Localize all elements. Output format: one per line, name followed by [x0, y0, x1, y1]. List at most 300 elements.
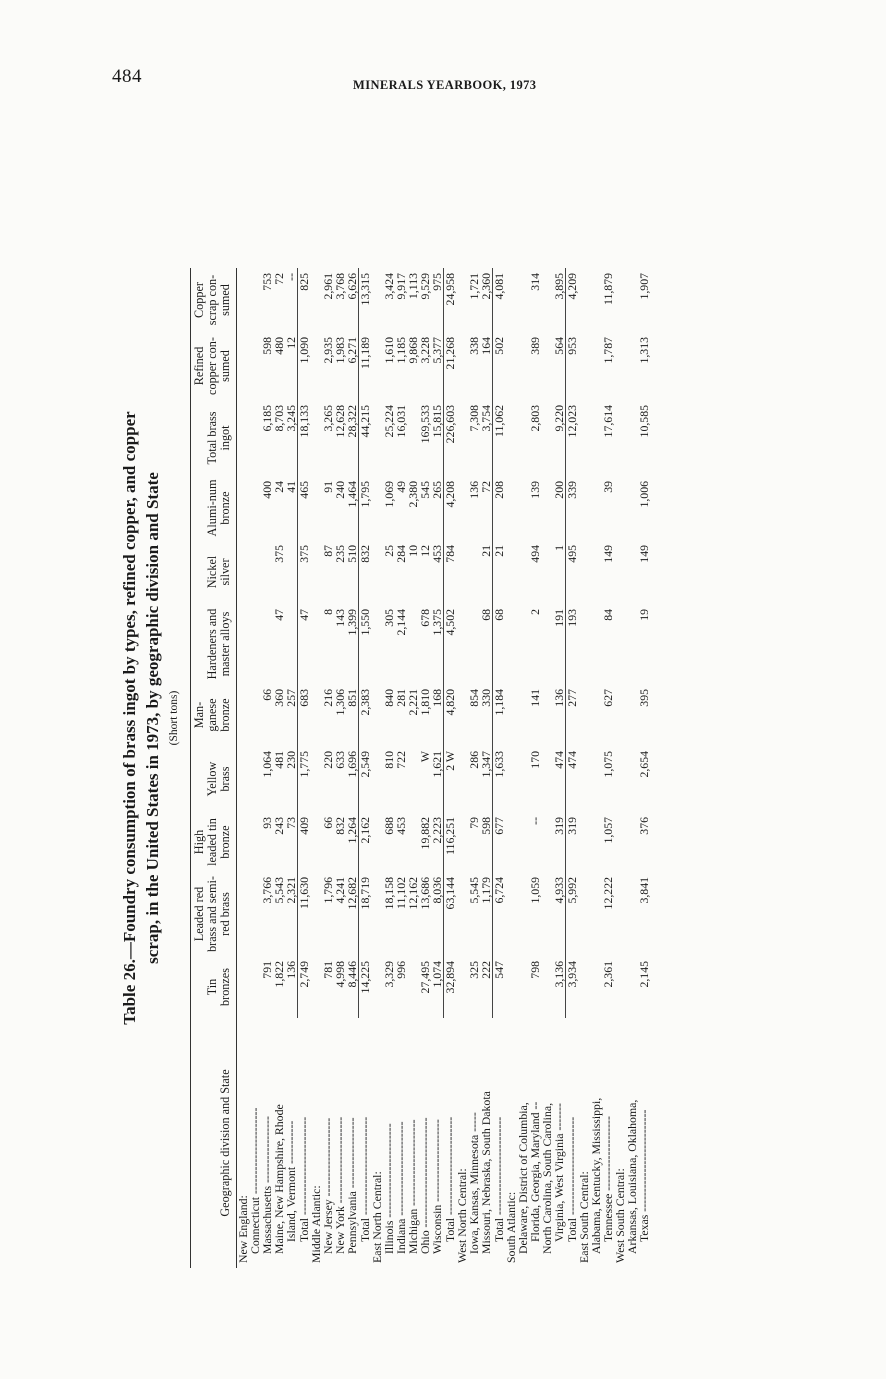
- cell-value: 677: [493, 812, 506, 872]
- cell-value: 66: [260, 689, 274, 701]
- cell-value: 2,380: [406, 481, 420, 508]
- cell-value: 3,841: [637, 877, 651, 904]
- cell-value: 1,795: [359, 476, 372, 540]
- cell-value: 13,315: [359, 268, 372, 332]
- cell-value: [578, 476, 590, 540]
- cell-value: 545: [418, 481, 432, 499]
- table-title-line-1: Table 26.—Foundry consumption of brass ingot by types, refined copper, and copper: [120, 411, 139, 1025]
- table-total-row: [493, 268, 506, 1268]
- cell-value: [237, 400, 250, 476]
- cell-value: 840: [382, 689, 396, 707]
- cell-value: [578, 684, 590, 746]
- cell-value: 375: [272, 545, 286, 563]
- row-label: West North Central:: [455, 1168, 469, 1263]
- cell-value: 1,064: [260, 751, 274, 778]
- cell-value: [614, 956, 626, 1018]
- col-header-nickel-silver: Nickel silver: [191, 540, 237, 604]
- running-head: MINERALS YEARBOOK, 1973: [353, 78, 537, 92]
- cell-value: 1,074: [430, 961, 444, 988]
- cell-value: 41: [284, 481, 298, 493]
- cell-value: 139: [528, 481, 542, 499]
- cell-value: 953: [566, 332, 579, 400]
- cell-value: 832: [333, 817, 347, 835]
- cell-value: [614, 746, 626, 812]
- page-number: 484: [112, 66, 142, 87]
- cell-value: 1,347: [479, 751, 493, 778]
- cell-value: 143: [333, 609, 347, 627]
- table-title-line-2: scrap, in the United States in 1973, by geographic division and State: [143, 472, 162, 964]
- cell-value: 2,961: [321, 273, 335, 300]
- col-header-yellow-brass: Yellow brass: [191, 746, 237, 812]
- cell-value: 2,221: [406, 689, 420, 716]
- table-row: [553, 268, 566, 1268]
- row-label: East South Central:: [577, 1171, 591, 1263]
- cell-value: 168: [430, 689, 444, 707]
- table-subtitle: (Short tons): [168, 690, 180, 746]
- row-label: Total -------------------------: [357, 1116, 372, 1242]
- cell-value: 27,495: [418, 961, 432, 994]
- cell-value: 93: [260, 817, 274, 829]
- cell-value: [505, 956, 517, 1018]
- cell-value: 1,179: [479, 877, 493, 904]
- row-label: Michigan ----------------------: [406, 1119, 420, 1254]
- cell-value: 9,917: [394, 273, 408, 300]
- cell-value: 1,775: [298, 746, 311, 812]
- cell-value: 3,895: [552, 273, 566, 300]
- cell-value: 11,062: [493, 400, 506, 476]
- cell-value: 47: [272, 609, 286, 621]
- cell-value: 781: [321, 961, 335, 979]
- cell-value: 87: [321, 545, 335, 557]
- cell-value: [614, 604, 626, 684]
- cell-value: 1,907: [637, 273, 651, 300]
- cell-value: 49: [394, 481, 408, 493]
- cell-value: 339: [566, 476, 579, 540]
- cell-value: 791: [260, 961, 274, 979]
- cell-value: 465: [298, 476, 311, 540]
- cell-value: 9,220: [552, 405, 566, 432]
- cell-value: 2,144: [394, 609, 408, 636]
- cell-value: [517, 604, 529, 684]
- cell-value: 136: [284, 961, 298, 979]
- cell-value: W: [418, 751, 432, 763]
- cell-value: [237, 476, 250, 540]
- col-header-total-brass-ingot: Total brass ingot: [191, 400, 237, 476]
- cell-value: 305: [382, 609, 396, 627]
- cell-value: 4,209: [566, 268, 579, 332]
- cell-value: 1,399: [345, 609, 359, 636]
- cell-value: 72: [479, 481, 493, 493]
- cell-value: 11,102: [394, 877, 408, 910]
- cell-value: 633: [333, 751, 347, 769]
- cell-value: 284: [394, 545, 408, 563]
- col-header-refined-copper: Refined copper con-sumed: [191, 332, 237, 400]
- cell-value: 1,075: [601, 751, 615, 778]
- cell-value: [505, 684, 517, 746]
- cell-value: [237, 604, 250, 684]
- cell-value: 330: [479, 689, 493, 707]
- cell-value: [505, 332, 517, 400]
- cell-value: 116,251: [444, 812, 457, 872]
- cell-value: 975: [430, 273, 444, 291]
- cell-value: [237, 872, 250, 956]
- cell-value: 5,377: [430, 337, 444, 364]
- cell-value: [249, 540, 261, 604]
- cell-value: 240: [333, 481, 347, 499]
- row-label: Wisconsin ---------------------: [430, 1119, 445, 1254]
- row-label: Ohio ----------------------------: [418, 1117, 432, 1254]
- cell-value: 68: [493, 604, 506, 684]
- cell-value: 4,241: [333, 877, 347, 904]
- row-label: South Atlantic:: [504, 1191, 518, 1263]
- cell-value: 810: [382, 751, 396, 769]
- cell-value: [310, 604, 322, 684]
- row-label: Indiana ------------------------: [394, 1121, 408, 1254]
- cell-value: [237, 268, 250, 332]
- col-header-high-leaded-tin-bronze: High leaded tin bronze: [191, 812, 237, 872]
- cell-value: 688: [382, 817, 396, 835]
- cell-value: [505, 540, 517, 604]
- cell-value: 1,185: [394, 337, 408, 364]
- cell-value: 2,803: [528, 405, 542, 432]
- cell-value: 277: [566, 684, 579, 746]
- cell-value: 1,696: [345, 751, 359, 778]
- cell-value: 10: [406, 545, 420, 557]
- row-label: Delaware, District of Columbia,: [516, 1102, 530, 1254]
- cell-value: 854: [467, 689, 481, 707]
- cell-value: 16,031: [394, 405, 408, 438]
- cell-value: 314: [528, 273, 542, 291]
- cell-value: 2,549: [359, 746, 372, 812]
- cell-value: 1,822: [272, 961, 286, 988]
- cell-value: 1,464: [345, 481, 359, 508]
- row-label: New Jersey --------------------: [321, 1117, 335, 1254]
- cell-value: 722: [394, 751, 408, 769]
- table-row: [602, 268, 614, 1268]
- cell-value: 12,222: [601, 877, 615, 910]
- cell-value: 21: [479, 545, 493, 557]
- cell-value: [614, 540, 626, 604]
- cell-value: 24: [272, 481, 286, 493]
- cell-value: 1,633: [493, 746, 506, 812]
- cell-value: [578, 746, 590, 812]
- cell-value: 7,308: [467, 405, 481, 432]
- cell-value: 164: [479, 337, 493, 355]
- cell-value: 12,023: [566, 400, 579, 476]
- cell-value: [237, 746, 250, 812]
- row-label: North Carolina, South Carolina,: [540, 1102, 554, 1254]
- cell-value: 2: [528, 609, 542, 615]
- cell-value: 66: [321, 817, 335, 829]
- cell-value: 798: [528, 961, 542, 979]
- cell-value: 510: [345, 545, 359, 563]
- cell-value: 2,321: [284, 877, 298, 904]
- cell-value: 564: [552, 337, 566, 355]
- table-total-row: [444, 268, 457, 1268]
- row-label: New York ----------------------: [333, 1116, 347, 1254]
- cell-value: 68: [479, 609, 493, 621]
- cell-value: [505, 812, 517, 872]
- cell-value: 9,529: [418, 273, 432, 300]
- row-label: Texas --------------------------: [637, 1109, 651, 1242]
- cell-value: [237, 956, 250, 1018]
- cell-value: 400: [260, 481, 274, 499]
- cell-value: 4,208: [444, 476, 457, 540]
- cell-value: [614, 684, 626, 746]
- cell-value: [249, 604, 261, 684]
- cell-value: 5,543: [272, 877, 286, 904]
- cell-value: 11,630: [298, 872, 311, 956]
- cell-value: 4,998: [333, 961, 347, 988]
- cell-value: 1,610: [382, 337, 396, 364]
- cell-value: 12,162: [406, 877, 420, 910]
- cell-value: [505, 268, 517, 332]
- cell-value: 495: [566, 540, 579, 604]
- cell-value: 230: [284, 751, 298, 769]
- cell-value: 825: [298, 268, 311, 332]
- row-label: Maine, New Hampshire, Rhode: [272, 1104, 286, 1254]
- cell-value: 1,796: [321, 877, 335, 904]
- cell-value: [578, 812, 590, 872]
- cell-value: 4,081: [493, 268, 506, 332]
- cell-value: 169,533: [418, 405, 432, 444]
- cell-value: 84: [601, 609, 615, 621]
- cell-value: 832: [359, 540, 372, 604]
- cell-value: 784: [444, 540, 457, 604]
- cell-value: 474: [566, 746, 579, 812]
- cell-value: [578, 540, 590, 604]
- cell-value: 149: [637, 545, 651, 563]
- cell-value: 208: [493, 476, 506, 540]
- cell-value: --: [528, 817, 542, 825]
- cell-value: 376: [637, 817, 651, 835]
- table-total-row: [359, 268, 372, 1268]
- cell-value: 1,059: [528, 877, 542, 904]
- cell-value: 4,933: [552, 877, 566, 904]
- cell-value: 1,306: [333, 689, 347, 716]
- cell-value: 1,184: [493, 684, 506, 746]
- row-label: Florida, Georgia, Maryland --: [528, 1101, 542, 1242]
- cell-value: 136: [467, 481, 481, 499]
- cell-value: 220: [321, 751, 335, 769]
- col-header-hardeners: Hardeners and master alloys: [191, 604, 237, 684]
- cell-value: 6,724: [493, 872, 506, 956]
- row-label: East North Central:: [370, 1171, 384, 1263]
- table-body: [237, 268, 651, 1268]
- cell-value: 193: [566, 604, 579, 684]
- cell-value: 13,686: [418, 877, 432, 910]
- row-label: Pennsylvania ------------------: [345, 1117, 360, 1254]
- cell-value: 12,682: [345, 877, 359, 910]
- row-label: Island, Vermont -----------: [284, 1120, 299, 1242]
- cell-value: 8: [321, 609, 335, 615]
- cell-value: 1,721: [467, 273, 481, 300]
- cell-value: 281: [394, 689, 408, 707]
- cell-value: 6,626: [345, 273, 359, 300]
- cell-value: 2,223: [430, 817, 444, 844]
- cell-value: 3,766: [260, 877, 274, 904]
- cell-value: 141: [528, 689, 542, 707]
- cell-value: 286: [467, 751, 481, 769]
- cell-value: 480: [272, 337, 286, 355]
- cell-value: 63,144: [444, 872, 457, 956]
- brass-consumption-table: [190, 268, 650, 1268]
- cell-value: 2,654: [637, 751, 651, 778]
- cell-value: 15,815: [430, 405, 444, 438]
- cell-value: 14,225: [359, 956, 372, 1018]
- cell-value: 191: [552, 609, 566, 627]
- cell-value: 265: [430, 481, 444, 499]
- cell-value: 226,603: [444, 400, 457, 476]
- cell-value: 1,057: [601, 817, 615, 844]
- cell-value: 1,810: [418, 689, 432, 716]
- cell-value: 409: [298, 812, 311, 872]
- cell-value: 389: [528, 337, 542, 355]
- col-header-leaded-red-brass: Leaded red brass and semi-red brass: [191, 872, 237, 956]
- cell-value: 18,719: [359, 872, 372, 956]
- cell-value: [578, 872, 590, 956]
- row-label: Total -------------------------: [491, 1116, 506, 1242]
- cell-value: [505, 872, 517, 956]
- row-label: Tennessee -------------------: [601, 1116, 615, 1242]
- col-header-tin-bronzes: Tin bronzes: [191, 956, 237, 1018]
- cell-value: 21: [493, 540, 506, 604]
- cell-value: 21,268: [444, 332, 457, 400]
- cell-value: 8,036: [430, 877, 444, 904]
- cell-value: [614, 872, 626, 956]
- cell-value: 72: [272, 273, 286, 285]
- cell-value: 4,820: [444, 684, 457, 746]
- cell-value: 851: [345, 689, 359, 707]
- cell-value: 627: [601, 689, 615, 707]
- cell-value: 395: [637, 689, 651, 707]
- row-label: Alabama, Kentucky, Mississippi,: [589, 1097, 603, 1254]
- rotated-table-block: [110, 128, 760, 1308]
- row-label: Arkansas, Louisiana, Oklahoma,: [625, 1099, 639, 1254]
- row-label: Connecticut ----------------------: [248, 1107, 262, 1254]
- cell-value: 2,360: [479, 273, 493, 300]
- cell-value: 1,983: [333, 337, 347, 364]
- cell-value: 1,006: [637, 481, 651, 508]
- table-title: [118, 168, 164, 1268]
- table-row: [638, 268, 650, 1268]
- cell-value: 216: [321, 689, 335, 707]
- cell-value: 3,136: [552, 961, 566, 988]
- cell-value: 18,158: [382, 877, 396, 910]
- cell-value: 8,446: [345, 961, 359, 988]
- cell-value: 1,090: [298, 332, 311, 400]
- cell-value: 3,768: [333, 273, 347, 300]
- cell-value: 2,162: [359, 812, 372, 872]
- cell-value: 10,585: [637, 405, 651, 438]
- cell-value: [285, 540, 298, 604]
- cell-value: 19: [637, 609, 651, 621]
- cell-value: [578, 268, 590, 332]
- cell-value: 25,224: [382, 405, 396, 438]
- cell-value: [237, 684, 250, 746]
- cell-value: 1,264: [345, 817, 359, 844]
- cell-value: 2,749: [298, 956, 311, 1018]
- cell-value: 79: [467, 817, 481, 829]
- cell-value: 17,614: [601, 405, 615, 438]
- cell-value: 1,375: [430, 609, 444, 636]
- cell-value: [285, 604, 298, 684]
- table-total-row: [298, 268, 311, 1268]
- table-row: [346, 268, 359, 1268]
- cell-value: 170: [528, 751, 542, 769]
- cell-value: 9,868: [406, 337, 420, 364]
- cell-value: [578, 332, 590, 400]
- col-header-geographic-division: Geographic division and State: [191, 1018, 237, 1268]
- cell-value: 6,271: [345, 337, 359, 364]
- cell-value: 6,185: [260, 405, 274, 432]
- cell-value: [237, 332, 250, 400]
- cell-value: 1,113: [406, 273, 420, 300]
- cell-value: [614, 332, 626, 400]
- cell-value: 47: [298, 604, 311, 684]
- row-label: Missouri, Nebraska, South Dakota: [479, 1091, 494, 1254]
- cell-value: 44,215: [359, 400, 372, 476]
- cell-value: 1,313: [637, 337, 651, 364]
- cell-value: 25: [382, 545, 396, 557]
- cell-value: 32,894: [444, 956, 457, 1018]
- cell-value: 136: [552, 689, 566, 707]
- cell-value: 12: [284, 337, 298, 349]
- table-row: [395, 268, 407, 1268]
- cell-value: [578, 604, 590, 684]
- cell-value: 547: [493, 956, 506, 1018]
- cell-value: 200: [552, 481, 566, 499]
- row-label: Total -------------------------: [296, 1116, 311, 1242]
- cell-value: 19,882: [418, 817, 432, 850]
- cell-value: [456, 540, 468, 604]
- cell-value: [505, 746, 517, 812]
- cell-value: 598: [260, 337, 274, 355]
- cell-value: [505, 400, 517, 476]
- cell-value: 2,361: [601, 961, 615, 988]
- cell-value: 12,628: [333, 405, 347, 438]
- cell-value: 3,329: [382, 961, 396, 988]
- cell-value: 91: [321, 481, 335, 493]
- row-label: New England:: [236, 1195, 250, 1263]
- cell-value: 481: [272, 751, 286, 769]
- cell-value: [505, 476, 517, 540]
- row-label: Virginia, West Virginia -------: [552, 1103, 567, 1242]
- cell-value: 753: [260, 273, 274, 291]
- cell-value: 375: [298, 540, 311, 604]
- cell-value: 1: [552, 545, 566, 551]
- cell-value: [614, 476, 626, 540]
- cell-value: 1,550: [359, 604, 372, 684]
- row-label: West South Central:: [613, 1168, 627, 1263]
- cell-value: 338: [467, 337, 481, 355]
- cell-value: 319: [566, 812, 579, 872]
- cell-value: 18,133: [298, 400, 311, 476]
- cell-value: [578, 400, 590, 476]
- cell-value: 5,545: [467, 877, 481, 904]
- cell-value: 3,754: [479, 405, 493, 432]
- cell-value: 453: [430, 545, 444, 563]
- cell-value: 360: [272, 689, 286, 707]
- cell-value: 149: [601, 545, 615, 563]
- cell-value: 683: [298, 684, 311, 746]
- cell-value: 8,703: [272, 405, 286, 432]
- cell-value: 678: [418, 609, 432, 627]
- cell-value: 11,879: [601, 273, 615, 306]
- row-label: Illinois ------------------------: [382, 1123, 396, 1254]
- cell-value: 2,383: [359, 684, 372, 746]
- cell-value: 73: [284, 817, 298, 829]
